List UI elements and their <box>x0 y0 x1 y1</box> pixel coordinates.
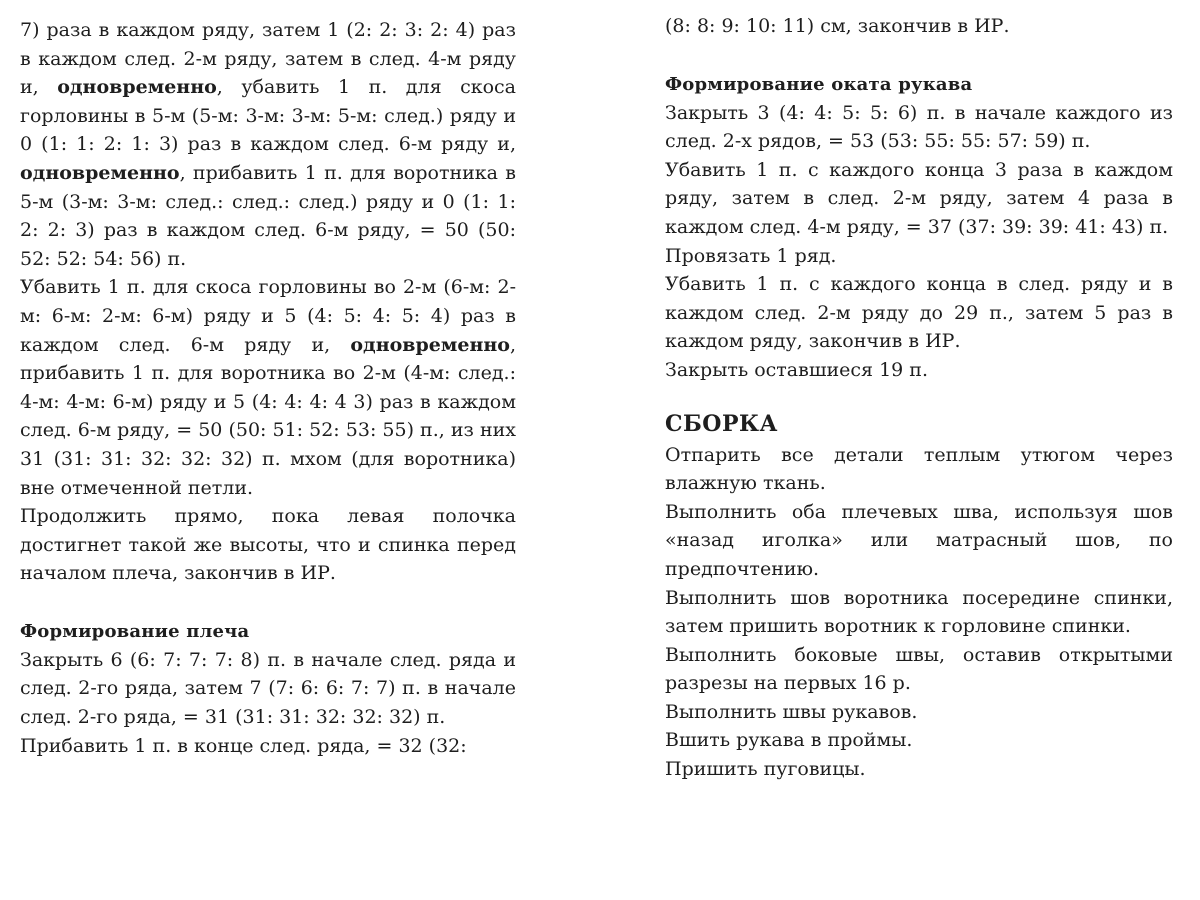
paragraph-steam-pieces: Отпарить все детали теплым утюгом через влажную ткань. <box>665 443 1173 495</box>
emphasis-simultaneously: одновременно <box>57 76 217 99</box>
heading-shoulder-shaping: Формирование плеча <box>20 620 250 642</box>
heading-sleeve-cap-shaping: Формирование оката рукава <box>665 73 973 95</box>
paragraph-sew-buttons: Пришить пуговицы. <box>665 758 866 781</box>
paragraph-sleeve-seams: Выполнить швы рукавов. <box>665 700 918 723</box>
paragraph-increase-end: Прибавить 1 п. в конце след. ряда, = 32 (32: <box>20 734 467 757</box>
paragraph-decrease-neckline-2: Убавить 1 п. для скоса горловины во 2-м (6-м: 2-м: 6-м: 2-м: 6-м) ряду и 5 (4: 5: 4: 5: 4) раз в каждом след. 6-м ряду и, одновременно, прибавить 1 п. для воротника во 2-м (4-м: след.: 4-м: 4-м: 6-м) ряду и 5 (4: 4: 4: 4 3) раз в каждом след. 6-м ряду, = 50 (50: 51: 52: 53: 55) п., из них 31 (31: 31: 32: 32: 32) п. мхом (для воротника) вне отмеченной петли. <box>20 276 516 499</box>
paragraph-work-one-row: Провязать 1 ряд. <box>665 244 837 267</box>
right-column <box>665 12 1173 784</box>
paragraph-sleeve-bind-off: Закрыть 3 (4: 4: 5: 5: 6) п. в начале каждого из след. 2-х рядов, = 53 (53: 55: 55: 57: 59) п. <box>665 101 1173 153</box>
emphasis-simultaneously: одновременно <box>350 333 510 356</box>
paragraph-shoulder-seams: Выполнить оба плечевых шва, используя шов «назад иголка» или матрасный шов, по предпочтению. <box>665 500 1173 580</box>
paragraph-continue-straight: Продолжить прямо, пока левая полочка достигнет такой же высоты, что и спинка перед началом плеча, закончив в ИР. <box>20 505 516 585</box>
paragraph-collar-seam: Выполнить шов воротника посередине спинки, затем пришить воротник к горловине спинки. <box>665 586 1173 638</box>
paragraph-decrease-neckline-1: 7) раза в каждом ряду, затем 1 (2: 2: 3: 2: 4) раз в каждом след. 2-м ряду, затем в след. 4-м ряду и, одновременно, убавить 1 п. для скоса горловины в 5-м (5-м: 3-м: 3-м: 5-м: след.) ряду и 0 (1: 1: 2: 1: 3) раз в каждом след. 6-м ряду и, одновременно, прибавить 1 п. для воротника в 5-м (3-м: 3-м: след.: след.: след.) ряду и 0 (1: 1: 2: 2: 3) раз в каждом след. 6-м ряду, = 50 (50: 52: 52: 54: 56) п. <box>20 19 516 270</box>
paragraph-continuation: (8: 8: 9: 10: 11) см, закончив в ИР. <box>665 15 1010 37</box>
paragraph-bind-off-remaining: Закрыть оставшиеся 19 п. <box>665 358 928 381</box>
left-column <box>20 16 516 760</box>
paragraph-shoulder-bind-off: Закрыть 6 (6: 7: 7: 7: 8) п. в начале след. ряда и след. 2-го ряда, затем 7 (7: 6: 6: 7: 7) п. в начале след. 2-го ряда, = 31 (31: 31: 32: 32: 32) п. <box>20 648 516 729</box>
paragraph-side-seams: Выполнить боковые швы, оставив открытыми разрезы на первых 16 р. <box>665 643 1173 695</box>
paragraph-set-in-sleeves: Вшить рукава в проймы. <box>665 729 913 752</box>
emphasis-simultaneously: одновременно <box>20 161 180 184</box>
heading-assembly: СБОРКА <box>665 410 778 437</box>
paragraph-sleeve-decrease-2: Убавить 1 п. с каждого конца в след. ряду и в каждом след. 2-м ряду до 29 п., затем 5 раз в каждом ряду, закончив в ИР. <box>665 273 1173 353</box>
paragraph-sleeve-decrease: Убавить 1 п. с каждого конца 3 раза в каждом ряду, затем в след. 2-м ряду, затем 4 раза в каждом след. 4-м ряду, = 37 (37: 39: 39: 41: 43) п. <box>665 158 1173 238</box>
